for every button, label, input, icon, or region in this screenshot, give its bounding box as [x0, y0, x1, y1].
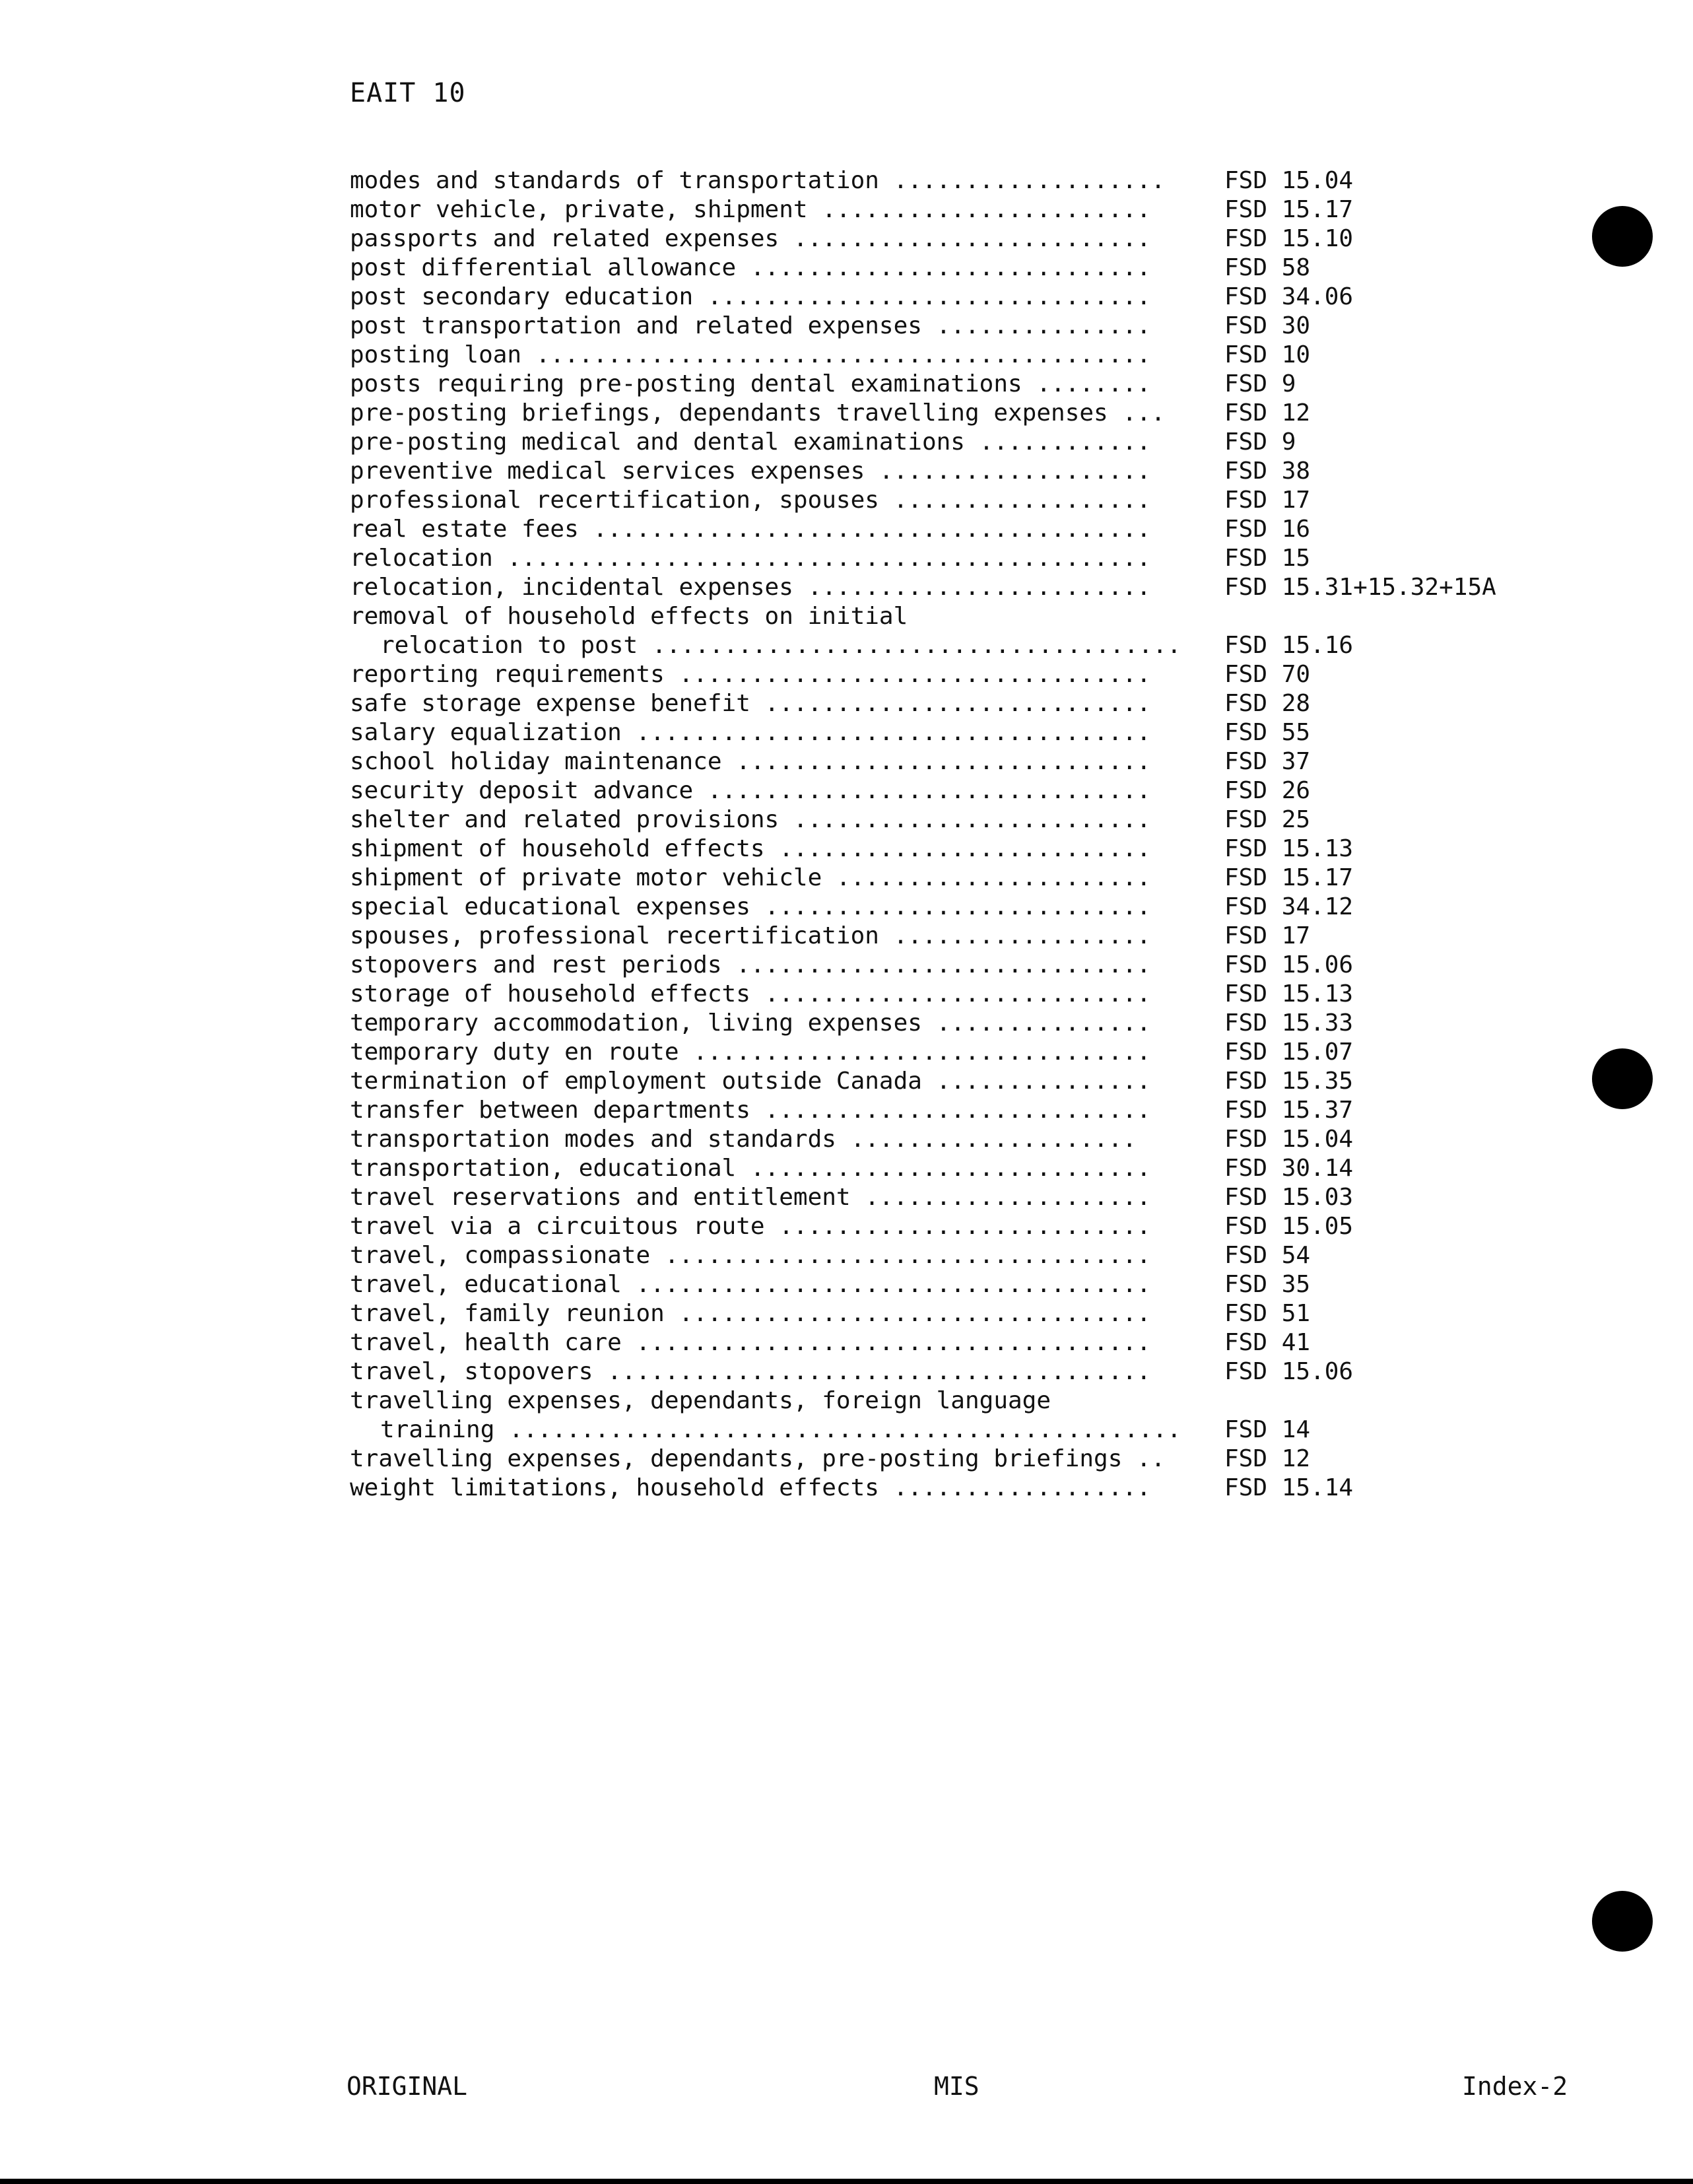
index-entry-label: preventive medical services expenses ................... — [350, 458, 1151, 485]
index-entry — [350, 195, 1525, 224]
index-entry-reference: FSD 30 — [1224, 312, 1311, 339]
index-entry — [350, 399, 1525, 428]
index-entry — [350, 428, 1525, 457]
index-entry-reference: FSD 12 — [1224, 1445, 1311, 1472]
index-entry-label: relocation to post ..................................... — [380, 632, 1181, 659]
index-entry-label: shipment of household effects .......................... — [350, 835, 1151, 862]
index-entry-reference: FSD 14 — [1224, 1416, 1311, 1443]
index-entry-reference: FSD 35 — [1224, 1271, 1311, 1298]
index-entry-label: post transportation and related expenses ............... — [350, 312, 1151, 339]
index-list — [350, 166, 1525, 1503]
index-entry-label: modes and standards of transportation ................... — [350, 167, 1166, 194]
index-entry-reference: FSD 38 — [1224, 458, 1311, 485]
punch-hole-bottom — [1592, 1891, 1653, 1952]
index-entry-reference: FSD 30.14 — [1224, 1155, 1354, 1182]
index-entry-label: spouses, professional recertification .................. — [350, 922, 1151, 949]
index-entry-label: removal of household effects on initial — [350, 603, 908, 630]
index-entry-reference: FSD 41 — [1224, 1329, 1311, 1356]
footer-page-number: Index-2 — [1462, 2072, 1568, 2101]
index-entry-reference: FSD 15.13 — [1224, 835, 1354, 862]
index-entry — [350, 312, 1525, 341]
index-entry-reference: FSD 17 — [1224, 922, 1311, 949]
index-entry-label: pre-posting briefings, dependants travelling expenses ... — [350, 399, 1166, 427]
index-entry-reference: FSD 15.07 — [1224, 1039, 1354, 1066]
index-entry-reference: FSD 70 — [1224, 661, 1311, 688]
index-entry — [350, 1474, 1525, 1503]
index-entry-label: salary equalization .................................... — [350, 719, 1151, 746]
index-entry — [350, 544, 1525, 573]
index-entry-label: travel, family reunion ................................. — [350, 1300, 1151, 1327]
index-entry-label: transportation, educational ............................ — [350, 1155, 1151, 1182]
index-entry-label: post secondary education ............................... — [350, 283, 1151, 310]
punch-hole-middle — [1592, 1048, 1653, 1109]
index-entry-label: relocation, incidental expenses ........................ — [350, 574, 1151, 601]
index-entry — [350, 631, 1525, 660]
index-entry-reference: FSD 15.10 — [1224, 225, 1354, 252]
index-entry — [350, 1212, 1525, 1241]
index-entry — [350, 515, 1525, 544]
index-entry — [350, 1357, 1525, 1386]
index-entry-reference: FSD 17 — [1224, 487, 1311, 514]
index-entry — [350, 1386, 1525, 1416]
index-entry — [350, 689, 1525, 718]
index-entry — [350, 166, 1525, 195]
index-entry-reference: FSD 15.33 — [1224, 1009, 1354, 1037]
footer-status: ORIGINAL — [347, 2072, 468, 2101]
index-entry-label: weight limitations, household effects .................. — [350, 1474, 1151, 1501]
index-entry-reference: FSD 25 — [1224, 806, 1311, 833]
index-entry-label: relocation ............................................. — [350, 545, 1151, 572]
index-entry-reference: FSD 10 — [1224, 341, 1311, 368]
index-entry — [350, 1067, 1525, 1096]
index-entry-label: travel, compassionate .................................. — [350, 1242, 1151, 1269]
index-entry — [350, 835, 1525, 864]
index-entry-reference: FSD 58 — [1224, 254, 1311, 281]
index-entry-reference: FSD 15.06 — [1224, 951, 1354, 978]
index-entry-reference: FSD 51 — [1224, 1300, 1311, 1327]
index-entry-reference: FSD 15.03 — [1224, 1184, 1354, 1211]
index-entry — [350, 1009, 1525, 1038]
index-entry-reference: FSD 15.37 — [1224, 1097, 1354, 1124]
index-entry — [350, 1270, 1525, 1299]
index-entry-label: training ............................................... — [380, 1416, 1181, 1443]
index-entry — [350, 224, 1525, 254]
index-entry — [350, 805, 1525, 835]
index-entry-label: travel, educational .................................... — [350, 1271, 1151, 1298]
index-entry-reference: FSD 55 — [1224, 719, 1311, 746]
index-entry-reference: FSD 26 — [1224, 777, 1311, 804]
index-entry-reference: FSD 15.06 — [1224, 1358, 1354, 1385]
index-entry-label: post differential allowance ............................ — [350, 254, 1151, 281]
index-entry-reference: FSD 15.04 — [1224, 167, 1354, 194]
index-entry-reference: FSD 34.12 — [1224, 893, 1354, 920]
index-entry — [350, 1038, 1525, 1067]
scan-border — [0, 2179, 1693, 2184]
index-entry-label: travelling expenses, dependants, pre-posting briefings .. — [350, 1445, 1166, 1472]
index-entry-reference: FSD 15 — [1224, 545, 1311, 572]
index-entry-label: passports and related expenses ......................... — [350, 225, 1151, 252]
index-entry — [350, 573, 1525, 602]
footer-section: MIS — [934, 2072, 979, 2101]
index-entry-reference: FSD 9 — [1224, 428, 1296, 456]
index-entry-label: professional recertification, spouses .................. — [350, 487, 1151, 514]
index-entry-reference: FSD 15.05 — [1224, 1213, 1354, 1240]
index-entry — [350, 747, 1525, 776]
index-entry — [350, 1299, 1525, 1328]
index-entry-reference: FSD 15.16 — [1224, 632, 1354, 659]
index-entry — [350, 660, 1525, 689]
index-entry — [350, 370, 1525, 399]
index-entry — [350, 1416, 1525, 1445]
index-entry-reference: FSD 28 — [1224, 690, 1311, 717]
punch-hole-top — [1592, 206, 1653, 267]
index-entry — [350, 1183, 1525, 1212]
index-entry-label: travelling expenses, dependants, foreign language — [350, 1387, 1051, 1414]
index-entry-label: reporting requirements ................................. — [350, 661, 1151, 688]
index-entry-label: transfer between departments ........................... — [350, 1097, 1151, 1124]
index-entry — [350, 1096, 1525, 1125]
index-entry-reference: FSD 15.17 — [1224, 196, 1354, 223]
index-entry — [350, 922, 1525, 951]
index-entry-label: posting loan ........................................... — [350, 341, 1151, 368]
index-entry-label: travel, health care .................................... — [350, 1329, 1151, 1356]
index-entry-label: motor vehicle, private, shipment ....................... — [350, 196, 1151, 223]
index-entry — [350, 1241, 1525, 1270]
index-entry-label: real estate fees ....................................... — [350, 516, 1151, 543]
index-entry-reference: FSD 16 — [1224, 516, 1311, 543]
index-entry — [350, 486, 1525, 515]
index-entry-label: safe storage expense benefit ........................... — [350, 690, 1151, 717]
index-entry-reference: FSD 37 — [1224, 748, 1311, 775]
index-entry-label: storage of household effects ........................... — [350, 980, 1151, 1007]
index-entry-reference: FSD 15.14 — [1224, 1474, 1354, 1501]
index-entry — [350, 893, 1525, 922]
index-entry — [350, 1154, 1525, 1183]
index-entry-reference: FSD 15.17 — [1224, 864, 1354, 891]
index-entry — [350, 341, 1525, 370]
index-entry-reference: FSD 15.04 — [1224, 1126, 1354, 1153]
index-entry — [350, 1125, 1525, 1154]
index-entry-label: termination of employment outside Canada ............... — [350, 1068, 1151, 1095]
index-entry-label: shelter and related provisions ......................... — [350, 806, 1151, 833]
index-entry-label: shipment of private motor vehicle ...................... — [350, 864, 1151, 891]
index-entry-label: pre-posting medical and dental examinations ............ — [350, 428, 1151, 456]
index-entry-reference: FSD 12 — [1224, 399, 1311, 427]
index-entry — [350, 457, 1525, 486]
index-entry-label: transportation modes and standards .................... — [350, 1126, 1137, 1153]
index-entry — [350, 1445, 1525, 1474]
index-entry-label: special educational expenses ........................... — [350, 893, 1151, 920]
document-code: EAIT 10 — [350, 78, 466, 108]
index-entry — [350, 602, 1525, 631]
index-entry-reference: FSD 15.31+15.32+15A — [1224, 574, 1496, 601]
index-entry-label: posts requiring pre-posting dental examinations ........ — [350, 370, 1151, 397]
index-entry-label: stopovers and rest periods ............................. — [350, 951, 1151, 978]
index-entry — [350, 718, 1525, 747]
index-entry — [350, 864, 1525, 893]
index-entry-label: travel reservations and entitlement .................... — [350, 1184, 1151, 1211]
index-entry — [350, 1328, 1525, 1357]
index-entry-reference: FSD 54 — [1224, 1242, 1311, 1269]
index-entry-reference: FSD 34.06 — [1224, 283, 1354, 310]
index-entry-reference: FSD 15.13 — [1224, 980, 1354, 1007]
index-entry — [350, 980, 1525, 1009]
index-entry — [350, 951, 1525, 980]
index-entry-label: security deposit advance ............................... — [350, 777, 1151, 804]
index-entry — [350, 776, 1525, 805]
index-entry-label: temporary duty en route ................................ — [350, 1039, 1151, 1066]
index-entry-label: school holiday maintenance ............................. — [350, 748, 1151, 775]
index-entry — [350, 283, 1525, 312]
index-entry-reference: FSD 9 — [1224, 370, 1296, 397]
index-entry-label: temporary accommodation, living expenses ............... — [350, 1009, 1151, 1037]
index-entry — [350, 254, 1525, 283]
index-entry-label: travel, stopovers ...................................... — [350, 1358, 1151, 1385]
index-entry-reference: FSD 15.35 — [1224, 1068, 1354, 1095]
index-entry-label: travel via a circuitous route .......................... — [350, 1213, 1151, 1240]
